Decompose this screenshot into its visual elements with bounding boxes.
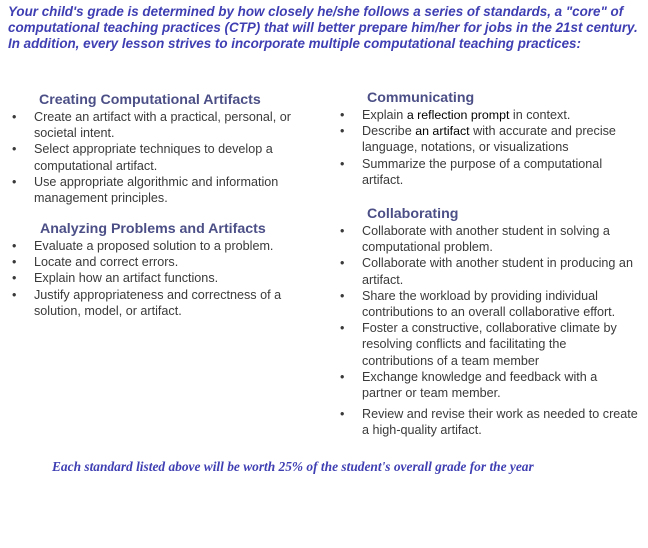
footer-note: Each standard listed above will be worth 25% of the student's overall grade for the year	[52, 459, 534, 474]
list-item: • Foster a constructive, collaborative climate by resolving conflicts and facilitating the contributions of a team member	[338, 320, 638, 369]
heading-communicating: Communicating	[367, 90, 475, 106]
item-text: Explain	[362, 108, 407, 122]
list-item: • Exchange knowledge and feedback with a partner or team member.	[338, 369, 638, 401]
intro-paragraph: Your child's grade is determined by how closely he/she follows a series of standards, a "core" of computational teaching practices (CTP) that will better prepare him/her for jobs in the 21st century. In addition, every lesson strives to incorporate multiple computational teaching practices:	[8, 4, 638, 51]
list-item: • Collaborate with another student in solving a computational problem.	[338, 223, 638, 255]
list-item: • Collaborate with another student in producing an artifact.	[338, 255, 638, 287]
list-item: • Use appropriate algorithmic and information management principles.	[10, 174, 320, 206]
list-item: • Share the workload by providing individual contributions to an overall collaborative effort.	[338, 288, 638, 320]
highlight-text: a reflection prompt	[406, 108, 510, 122]
list-item: • Create an artifact with a practical, personal, or societal intent.	[10, 109, 320, 141]
item-text: Describe	[362, 124, 416, 139]
heading-creating-artifacts: Creating Computational Artifacts	[39, 92, 261, 108]
item-text: with accurate and precise language, notations, or visualizations	[362, 124, 616, 155]
list-item: • Select appropriate techniques to develop a computational artifact.	[10, 141, 320, 173]
list-item	[338, 107, 638, 123]
item-text: in context.	[509, 108, 571, 122]
list-communicating	[338, 107, 638, 188]
list-item: • Review and revise their work as needed to create a high-quality artifact.	[338, 406, 638, 438]
highlight-text: an artifact	[415, 124, 470, 139]
list-collaborating	[338, 223, 638, 439]
list-item	[338, 123, 638, 155]
list-analyzing-problems	[10, 238, 320, 319]
heading-analyzing-problems: Analyzing Problems and Artifacts	[40, 221, 266, 237]
heading-collaborating: Collaborating	[367, 206, 459, 222]
list-item: • Explain how an artifact functions.	[10, 270, 320, 286]
list-item: • Locate and correct errors.	[10, 254, 320, 270]
list-item: • Evaluate a proposed solution to a problem.	[10, 238, 320, 254]
list-item: • Summarize the purpose of a computational artifact.	[338, 156, 638, 188]
list-item: • Justify appropriateness and correctness of a solution, model, or artifact.	[10, 287, 320, 319]
list-creating-artifacts	[10, 109, 320, 206]
